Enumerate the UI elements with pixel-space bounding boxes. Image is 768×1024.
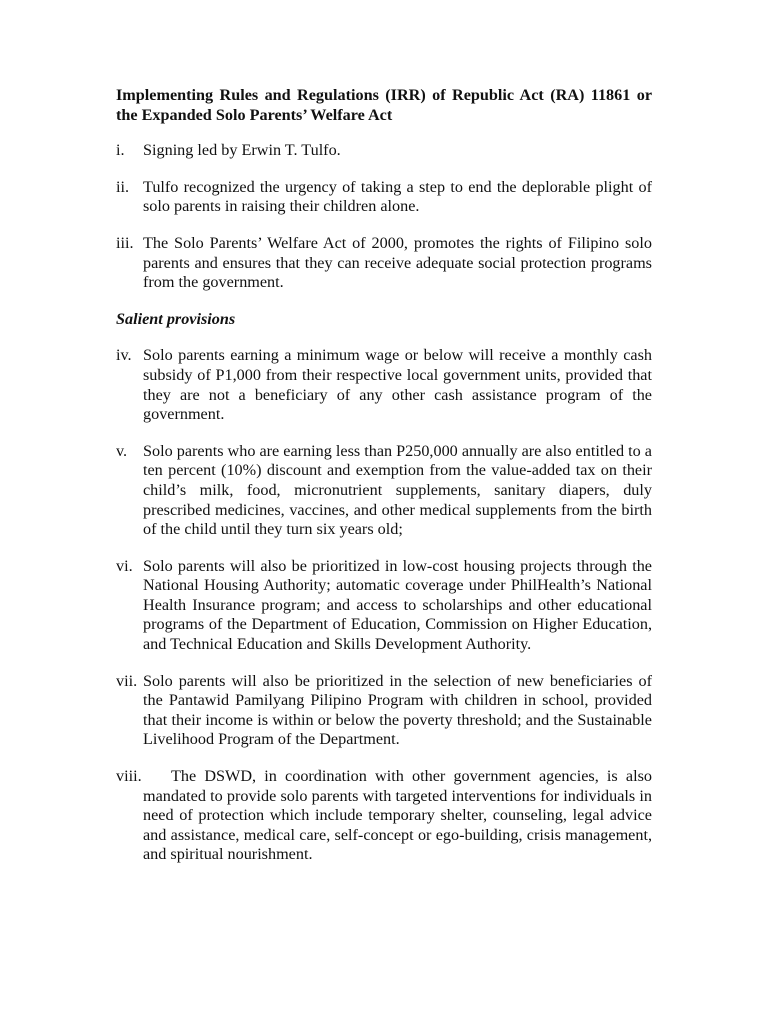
list-text: Solo parents will also be prioritized in the selection of new beneficiaries of the Pantawid Pamilyang Pilipino Program with children in school, provided that their income is within or below the poverty threshold; and the Sustainable Livelihood Program of the Department. [143, 671, 652, 749]
list-number: iv. [116, 346, 132, 365]
list-number: i. [116, 141, 125, 160]
list-item-vi [116, 557, 652, 655]
list-number: vii. [116, 671, 138, 690]
list-text: Solo parents who are earning less than P250,000 annually are also entitled to a ten percent (10%) discount and exemption from the value-added tax on their child’s milk, food, micronutrient supplements, sanitary diapers, duly prescribed medicines, vaccines, and other medical supplements from the birth of the child until they turn six years old; [143, 441, 652, 539]
list-item-i [116, 141, 652, 161]
document-body [116, 86, 652, 882]
document-title: Implementing Rules and Regulations (IRR) of Republic Act (RA) 11861 or the Expanded Solo Parents’ Welfare Act [116, 86, 652, 124]
list-item-viii [116, 767, 652, 865]
list-text: Signing led by Erwin T. Tulfo. [143, 141, 341, 160]
list-text [143, 767, 652, 863]
list-number: viii. [116, 767, 142, 786]
list-item-iv [116, 346, 652, 424]
list-item-v [116, 442, 652, 540]
list-item-vii [116, 672, 652, 750]
list-text: Tulfo recognized the urgency of taking a step to end the deplorable plight of solo parents in raising their children alone. [143, 177, 652, 216]
list-item-ii [116, 178, 652, 217]
list-number: vi. [116, 556, 133, 575]
list-number: iii. [116, 233, 134, 252]
list-text-content: The DSWD, in coordination with other government agencies, is also mandated to provide solo parents with targeted interventions for individuals in need of protection which include temporary shelter, counseling, legal advice and assistance, medical care, self-concept or ego-building, crisis management, and spiritual nourishment. [143, 767, 652, 864]
section-heading: Salient provisions [116, 309, 236, 328]
list-text: The Solo Parents’ Welfare Act of 2000, promotes the rights of Filipino solo parents and ensures that they can receive adequate social protection programs from the government. [143, 233, 652, 292]
list-text: Solo parents will also be prioritized in low-cost housing projects through the National Housing Authority; automatic coverage under PhilHealth’s National Health Insurance program; and access to scholarships and other educational programs of the Department of Education, Commission on Higher Education, and Technical Education and Skills Development Authority. [143, 556, 652, 654]
list-item-iii [116, 234, 652, 293]
list-number: v. [116, 441, 128, 460]
list-text: Solo parents earning a minimum wage or below will receive a monthly cash subsidy of P1,000 from their respective local government units, provided that they are not a beneficiary of any other cash assistance program of the government. [143, 346, 652, 424]
list-number: ii. [116, 177, 130, 196]
